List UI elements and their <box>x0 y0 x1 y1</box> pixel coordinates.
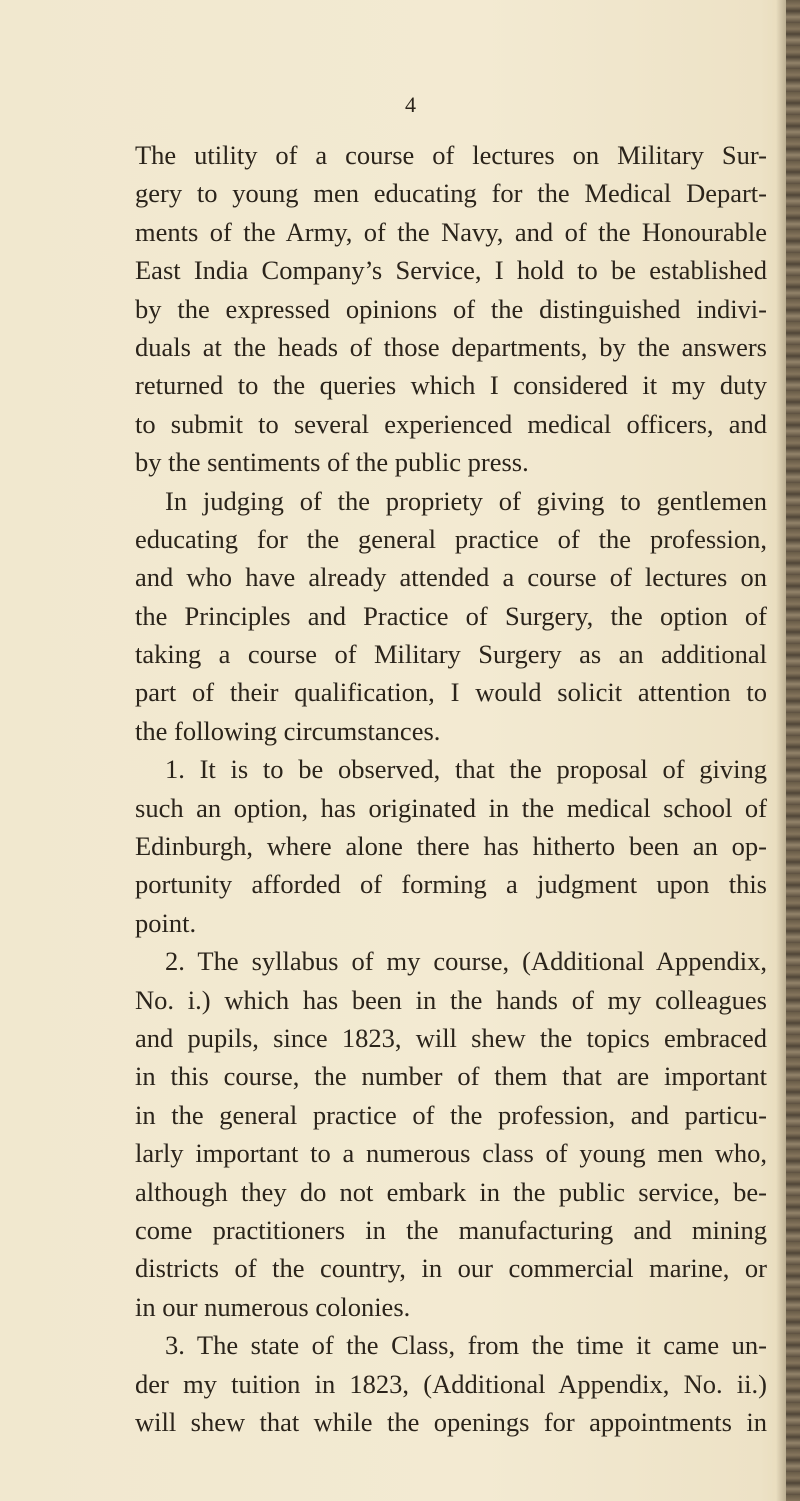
book-edge <box>786 0 800 1501</box>
text-line-34: will shew that while the openings for appointments in <box>135 1406 767 1437</box>
text-line-18: such an option, has originated in the medical school of <box>135 792 767 823</box>
text-line-1: The utility of a course of lectures on Military Sur- <box>135 140 767 170</box>
text-line-11: educating for the general practice of the profession, <box>135 523 767 554</box>
page-edge-shadow <box>776 0 786 1501</box>
text-line-17: 1. It is to be observed, that the proposal of giving <box>165 754 767 785</box>
page-number: 4 <box>405 92 416 117</box>
text-line-7: returned to the queries which I considered it my duty <box>135 370 767 401</box>
text-line-23: No. i.) which has been in the hands of my colleagues <box>135 984 767 1015</box>
text-line-22: 2. The syllabus of my course, (Additional Appendix, <box>165 946 767 977</box>
text-line-24: and pupils, since 1823, will shew the topics embraced <box>135 1022 767 1053</box>
text-line-29: come practitioners in the manufacturing and mining <box>135 1214 767 1245</box>
text-line-8: to submit to several experienced medical officers, and <box>135 408 767 439</box>
text-line-28: although they do not embark in the public service, be- <box>135 1176 767 1207</box>
text-line-19: Edinburgh, where alone there has hitherto been an op- <box>135 831 767 862</box>
text-line-27: larly important to a numerous class of young men who, <box>135 1138 767 1169</box>
text-line-20: portunity afforded of forming a judgment upon this <box>135 869 767 900</box>
text-line-16: the following circumstances. <box>135 715 441 746</box>
text-line-25: in this course, the number of them that are important <box>135 1061 767 1092</box>
text-line-5: by the expressed opinions of the distinguished indivi- <box>135 293 767 324</box>
text-line-9: by the sentiments of the public press. <box>135 447 529 478</box>
text-line-32: 3. The state of the Class, from the time it came un- <box>165 1330 767 1361</box>
text-line-4: East India Company’s Service, I hold to be established <box>135 255 767 286</box>
body-text <box>135 136 767 1441</box>
text-line-31: in our numerous colonies. <box>135 1291 411 1322</box>
text-line-30: districts of the country, in our commercial marine, or <box>135 1253 767 1284</box>
text-line-33: der my tuition in 1823, (Additional Appendix, No. ii.) <box>135 1368 767 1399</box>
text-line-15: part of their qualification, I would solicit attention to <box>135 677 767 708</box>
text-line-21: point. <box>135 907 197 938</box>
text-line-2: gery to young men educating for the Medical Depart- <box>135 178 767 209</box>
text-line-13: the Principles and Practice of Surgery, the option of <box>135 600 767 631</box>
text-line-10: In judging of the propriety of giving to gentlemen <box>165 485 767 516</box>
text-line-14: taking a course of Military Surgery as an additional <box>135 639 767 670</box>
text-line-26: in the general practice of the profession, and particu- <box>135 1099 767 1130</box>
text-line-3: ments of the Army, of the Navy, and of the Honourable <box>135 216 767 247</box>
text-line-12: and who have already attended a course of lectures on <box>135 562 767 593</box>
text-line-6: duals at the heads of those departments, by the answers <box>135 331 767 362</box>
